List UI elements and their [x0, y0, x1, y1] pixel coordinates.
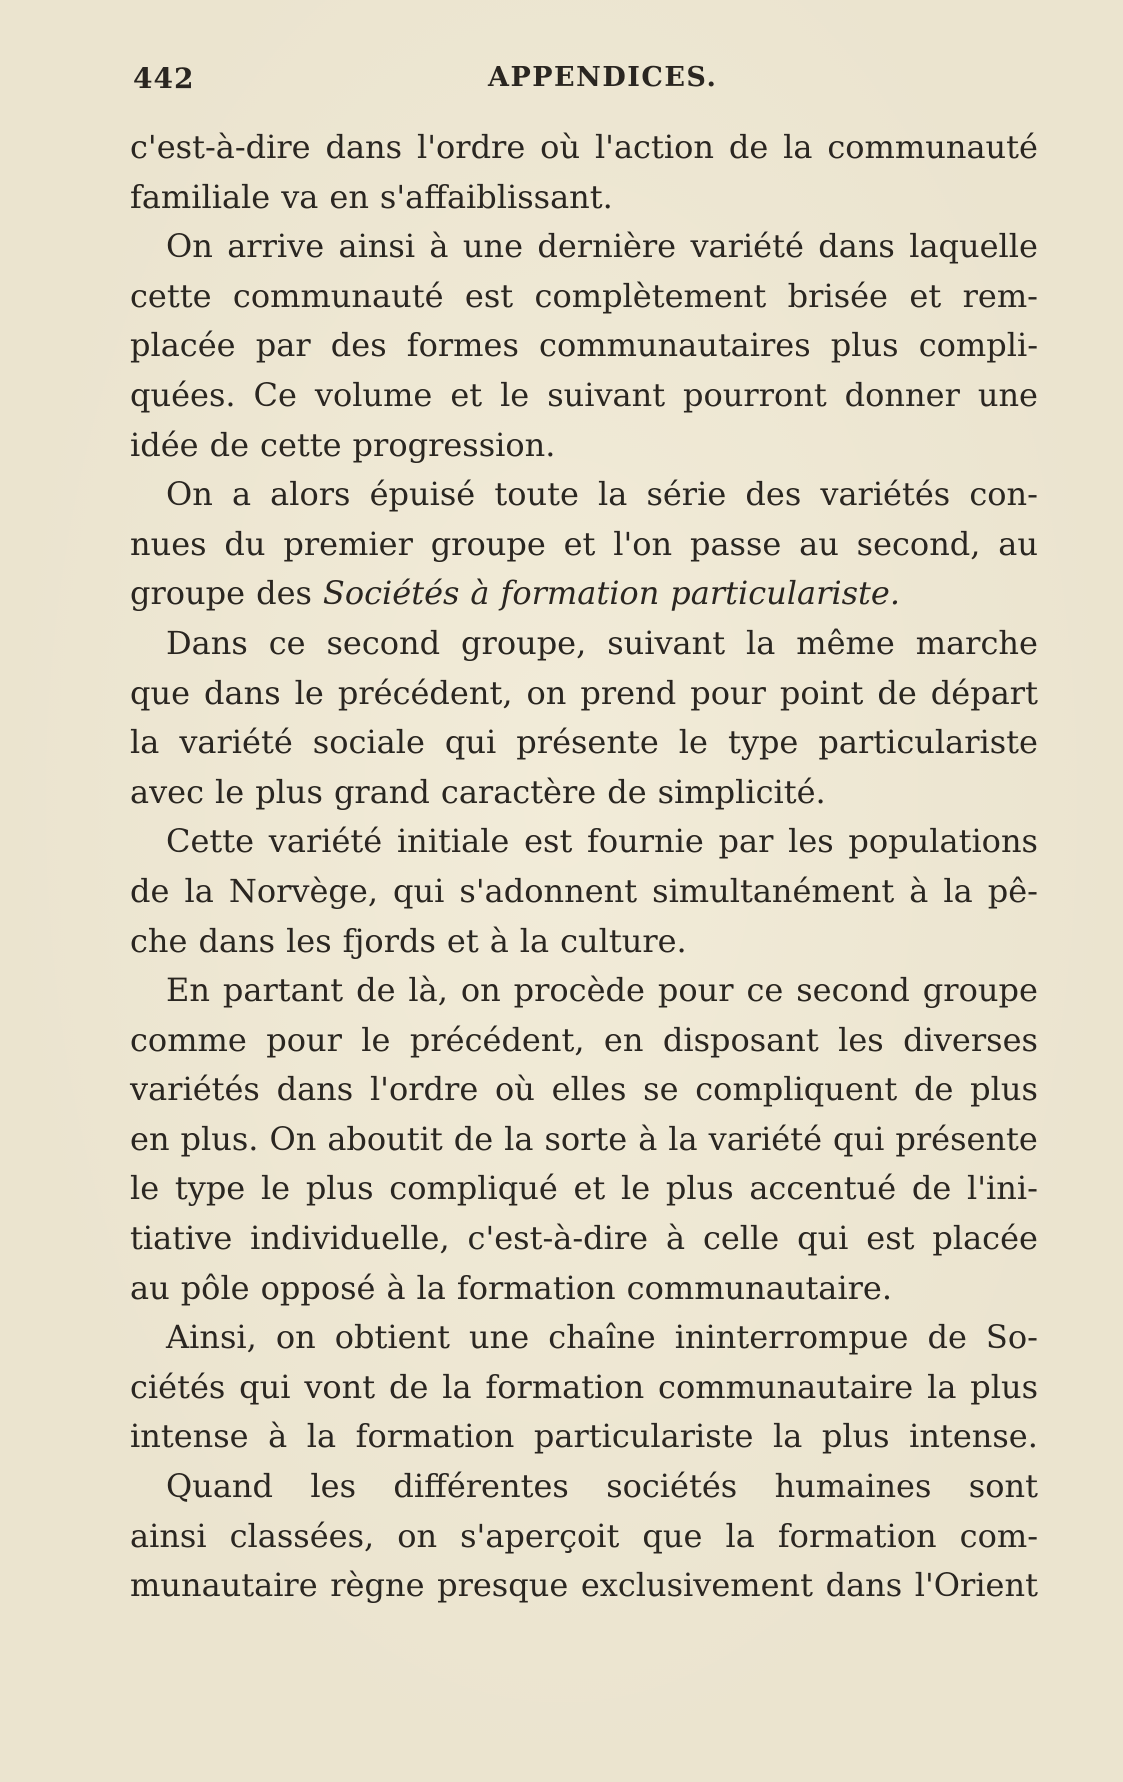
word: simultanément: [652, 871, 895, 910]
word: on: [397, 1516, 438, 1555]
word: formation: [777, 1516, 937, 1555]
word: de: [877, 673, 917, 712]
word: type: [174, 1169, 246, 1208]
word: et: [450, 375, 483, 414]
word: Quand: [166, 1467, 274, 1506]
word: aboutit: [327, 1119, 443, 1158]
word: est: [464, 276, 514, 315]
word: pour: [657, 971, 734, 1010]
word: des: [745, 475, 802, 514]
word: à: [268, 1417, 288, 1456]
word: et: [563, 524, 596, 563]
word: idée: [130, 425, 199, 464]
word: plus.: [180, 1119, 259, 1158]
word: qui: [239, 1367, 291, 1406]
word: la: [306, 1417, 337, 1456]
word: groupe: [430, 524, 546, 563]
word: comme: [130, 1020, 247, 1059]
word: communauté: [232, 276, 444, 315]
word: les: [838, 1020, 884, 1059]
word: Dans: [166, 623, 248, 662]
word: opposé: [260, 1268, 376, 1307]
word: va: [281, 177, 319, 216]
word: plus: [665, 1169, 734, 1208]
word: de: [356, 971, 396, 1010]
word: série: [646, 475, 727, 514]
word: plus: [830, 326, 899, 365]
word: le: [215, 772, 245, 811]
word: la: [184, 871, 214, 910]
word: prend: [580, 673, 677, 712]
word: fournie: [587, 822, 704, 861]
word: les: [286, 921, 332, 960]
word: le: [500, 375, 530, 414]
word: donner: [844, 375, 960, 414]
text-line: [130, 624, 1038, 674]
word: com-: [959, 1516, 1038, 1555]
word: Sociétés: [322, 574, 460, 613]
word: simplicité.: [657, 772, 826, 811]
word: le: [260, 1169, 291, 1208]
word: En: [166, 971, 210, 1010]
word: on: [275, 1318, 316, 1357]
word: s'aperçoit: [460, 1516, 620, 1555]
word: la: [746, 623, 776, 662]
word: de: [927, 1318, 967, 1357]
word: par: [255, 326, 311, 365]
text-line: [130, 376, 1038, 426]
word: So-: [985, 1318, 1038, 1357]
word: On: [166, 475, 213, 514]
word: les: [788, 822, 834, 861]
word: la: [783, 128, 813, 166]
word: point: [779, 673, 864, 712]
word: précédent,: [409, 1020, 585, 1059]
word: le: [678, 723, 708, 762]
word: dans: [825, 1566, 903, 1605]
word: à: [638, 1119, 658, 1158]
word: variété: [708, 1119, 823, 1158]
word: l'Orient: [914, 1566, 1038, 1605]
word: et: [909, 276, 942, 315]
word: Ainsi,: [166, 1318, 257, 1357]
word: où: [495, 1070, 535, 1109]
word: diverses: [903, 1020, 1038, 1059]
text-line: [130, 1318, 1038, 1368]
word: compli-: [918, 326, 1038, 365]
word: formation: [355, 1417, 515, 1456]
word: compliqué: [389, 1169, 558, 1208]
word: plus: [255, 772, 323, 811]
word: arrive: [227, 227, 325, 266]
text-line: [130, 674, 1038, 724]
word: une: [462, 227, 524, 266]
word: variété: [690, 227, 804, 266]
word: groupe: [922, 971, 1038, 1010]
word: là,: [408, 971, 448, 1010]
word: la: [442, 1367, 472, 1406]
word: Ce: [253, 375, 297, 414]
word: presque: [437, 1566, 569, 1605]
page-number: 442: [133, 62, 195, 95]
text-line: [130, 822, 1038, 872]
word: la: [927, 1367, 957, 1406]
word: par: [718, 822, 774, 861]
word: la: [519, 921, 550, 960]
word: vont: [304, 1367, 376, 1406]
text-line: [130, 178, 1038, 228]
word: plus: [821, 1417, 890, 1456]
word: marche: [915, 623, 1038, 662]
word: ce: [746, 971, 784, 1010]
word: alors: [270, 475, 351, 514]
text-line: [130, 1517, 1038, 1567]
word: classées,: [229, 1516, 375, 1555]
word: formation: [456, 1268, 616, 1307]
word: pê-: [987, 871, 1038, 910]
word: à: [665, 1219, 686, 1258]
word: con-: [969, 475, 1038, 514]
word: pourront: [683, 375, 827, 414]
text-line: [130, 723, 1038, 773]
word: à: [909, 871, 929, 910]
word: s'affaiblissant.: [379, 177, 613, 216]
word: pour: [690, 673, 766, 712]
word: de: [130, 871, 170, 910]
word: second: [796, 971, 910, 1010]
word: a: [231, 475, 252, 514]
text-line: [130, 475, 1038, 525]
word: populations: [848, 822, 1038, 861]
word: type: [728, 723, 799, 762]
word: quées.: [130, 375, 236, 414]
word: variétés: [130, 1070, 260, 1109]
word: suivant: [547, 375, 666, 414]
text-line: [130, 525, 1038, 575]
word: nues: [130, 524, 207, 563]
text-line: [130, 971, 1038, 1021]
word: sociale: [312, 723, 425, 762]
word: la: [130, 723, 160, 762]
word: communautaire.: [626, 1268, 893, 1307]
word: sorte: [544, 1119, 628, 1158]
word: la: [668, 1119, 698, 1158]
word: qui: [833, 1119, 885, 1158]
word: est: [524, 822, 573, 861]
word: l'ordre: [369, 1070, 479, 1109]
word: dans: [276, 1070, 354, 1109]
word: variétés: [820, 475, 951, 514]
word: formation: [500, 574, 660, 613]
word: se: [643, 1070, 679, 1109]
word: présente: [895, 1119, 1038, 1158]
word: ce: [268, 623, 306, 662]
word: plus: [970, 1367, 1038, 1406]
word: le: [361, 1020, 391, 1059]
word: formation: [485, 1367, 645, 1406]
word: individuelle,: [250, 1219, 450, 1258]
word: au: [799, 524, 839, 563]
word: elles: [551, 1070, 627, 1109]
word: qui: [393, 871, 445, 910]
word: particulariste: [818, 723, 1038, 762]
word: disposant: [662, 1020, 819, 1059]
text-line: [130, 326, 1038, 376]
word: On: [166, 227, 213, 266]
word: de: [911, 1169, 952, 1208]
word: communautaires: [539, 326, 811, 365]
word: particulariste.: [670, 574, 901, 613]
text-line: [130, 574, 1038, 624]
word: c'est-à-dire: [130, 128, 311, 166]
word: communauté: [827, 128, 1038, 166]
word: à: [470, 574, 490, 613]
word: l'action: [594, 128, 714, 166]
word: qui: [797, 1219, 849, 1258]
word: une: [977, 375, 1038, 414]
text-line: [130, 1070, 1038, 1120]
word: le: [130, 1169, 160, 1208]
word: la: [416, 1268, 446, 1307]
word: complètement: [534, 276, 767, 315]
word: de: [913, 1070, 954, 1109]
word: dans: [818, 227, 895, 266]
word: la: [943, 871, 973, 910]
word: intense.: [909, 1417, 1038, 1456]
word: dans: [198, 921, 276, 960]
word: on: [526, 673, 567, 712]
text-line: [130, 1467, 1038, 1517]
word: chaîne: [548, 1318, 656, 1357]
text-line: [130, 773, 1038, 823]
word: en: [329, 177, 369, 216]
text-line: [130, 872, 1038, 922]
word: placée: [932, 1219, 1038, 1258]
word: tiative: [130, 1219, 233, 1258]
word: Norvège,: [228, 871, 378, 910]
word: procède: [513, 971, 645, 1010]
word: accentué: [749, 1169, 897, 1208]
word: caractère: [440, 772, 597, 811]
word: l'ini-: [967, 1169, 1038, 1208]
word: pôle: [180, 1268, 250, 1307]
word: différentes: [393, 1467, 569, 1506]
word: le: [620, 1169, 651, 1208]
word: et: [573, 1169, 606, 1208]
word: particulariste: [533, 1417, 754, 1456]
word: second,: [856, 524, 981, 563]
word: ainsi: [338, 227, 416, 266]
word: communautaire: [658, 1367, 914, 1406]
word: placée: [130, 326, 236, 365]
word: l'ordre: [416, 128, 526, 166]
word: la: [504, 1119, 534, 1158]
word: munautaire: [130, 1566, 318, 1605]
word: volume: [314, 375, 433, 414]
word: celle: [702, 1219, 780, 1258]
word: groupe,: [461, 623, 587, 662]
word: cette: [260, 425, 342, 464]
word: en: [603, 1020, 644, 1059]
text-line: [130, 1269, 1038, 1319]
word: règne: [330, 1566, 425, 1605]
text-line: [130, 1219, 1038, 1269]
word: est: [866, 1219, 915, 1258]
word: au: [130, 1268, 170, 1307]
word: le: [294, 673, 324, 712]
word: où: [540, 128, 581, 166]
word: que: [130, 673, 191, 712]
word: groupe: [130, 574, 246, 613]
word: qui: [444, 723, 497, 762]
word: à: [489, 921, 509, 960]
word: que: [642, 1516, 703, 1555]
word: second: [326, 623, 441, 662]
word: compliquent: [695, 1070, 898, 1109]
word: formes: [406, 326, 519, 365]
word: cette: [130, 276, 212, 315]
word: grand: [333, 772, 430, 811]
word: s'adonnent: [459, 871, 638, 910]
word: suivant: [607, 623, 726, 662]
word: c'est-à-dire: [467, 1219, 649, 1258]
word: de: [453, 1119, 494, 1158]
word: culture.: [560, 921, 687, 960]
text-line: [130, 227, 1038, 277]
word: variété: [179, 723, 293, 762]
word: sont: [968, 1467, 1038, 1506]
text-line: [130, 426, 1038, 476]
word: des: [330, 326, 387, 365]
word: dans: [204, 673, 281, 712]
text-line: [130, 922, 1038, 972]
word: che: [130, 921, 188, 960]
word: variété: [268, 822, 383, 861]
word: intense: [130, 1417, 249, 1456]
word: exclusivement: [580, 1566, 813, 1605]
word: au: [998, 524, 1038, 563]
text-line: [130, 128, 1038, 178]
word: départ: [930, 673, 1038, 712]
word: dernière: [537, 227, 677, 266]
text-line: [130, 1120, 1038, 1170]
word: la: [725, 1516, 755, 1555]
body-text: [130, 128, 1038, 1616]
word: des: [256, 574, 312, 613]
text-line: [130, 1417, 1038, 1467]
word: les: [310, 1467, 356, 1506]
word: Cette: [166, 822, 255, 861]
word: toute: [494, 475, 579, 514]
word: l'on: [613, 524, 673, 563]
word: premier: [283, 524, 413, 563]
word: humaines: [774, 1467, 932, 1506]
word: fjords: [342, 921, 436, 960]
word: familiale: [130, 177, 271, 216]
word: plus: [305, 1169, 374, 1208]
word: sociétés: [606, 1467, 738, 1506]
text-line: [130, 1368, 1038, 1418]
word: ininterrompue: [674, 1318, 909, 1357]
word: brisée: [787, 276, 888, 315]
word: présente: [516, 723, 659, 762]
word: pour: [266, 1020, 342, 1059]
text-line: [130, 277, 1038, 327]
word: dans: [325, 128, 403, 166]
word: plus: [970, 1070, 1038, 1109]
word: de: [388, 1367, 429, 1406]
word: épuisé: [369, 475, 476, 514]
word: en: [130, 1119, 170, 1158]
text-line: [130, 1566, 1038, 1616]
word: partant: [222, 971, 344, 1010]
word: progression.: [352, 425, 556, 464]
word: obtient: [334, 1318, 450, 1357]
word: ainsi: [130, 1516, 207, 1555]
word: rem-: [962, 276, 1038, 315]
text-line: [130, 1169, 1038, 1219]
word: de: [728, 128, 769, 166]
word: on: [460, 971, 501, 1010]
word: initiale: [396, 822, 510, 861]
word: de: [209, 425, 250, 464]
word: une: [469, 1318, 530, 1357]
word: On: [269, 1119, 317, 1158]
word: laquelle: [909, 227, 1038, 266]
word: la: [598, 475, 628, 514]
word: la: [773, 1417, 803, 1456]
word: ciétés: [130, 1367, 226, 1406]
text-line: [130, 1021, 1038, 1071]
running-title: APPENDICES.: [488, 62, 718, 93]
word: avec: [130, 772, 205, 811]
word: et: [446, 921, 479, 960]
word: précédent,: [337, 673, 513, 712]
word: du: [224, 524, 266, 563]
word: à: [429, 227, 449, 266]
word: même: [796, 623, 895, 662]
word: de: [607, 772, 647, 811]
word: passe: [689, 524, 782, 563]
word: à: [386, 1268, 406, 1307]
page-header: [133, 62, 1039, 102]
